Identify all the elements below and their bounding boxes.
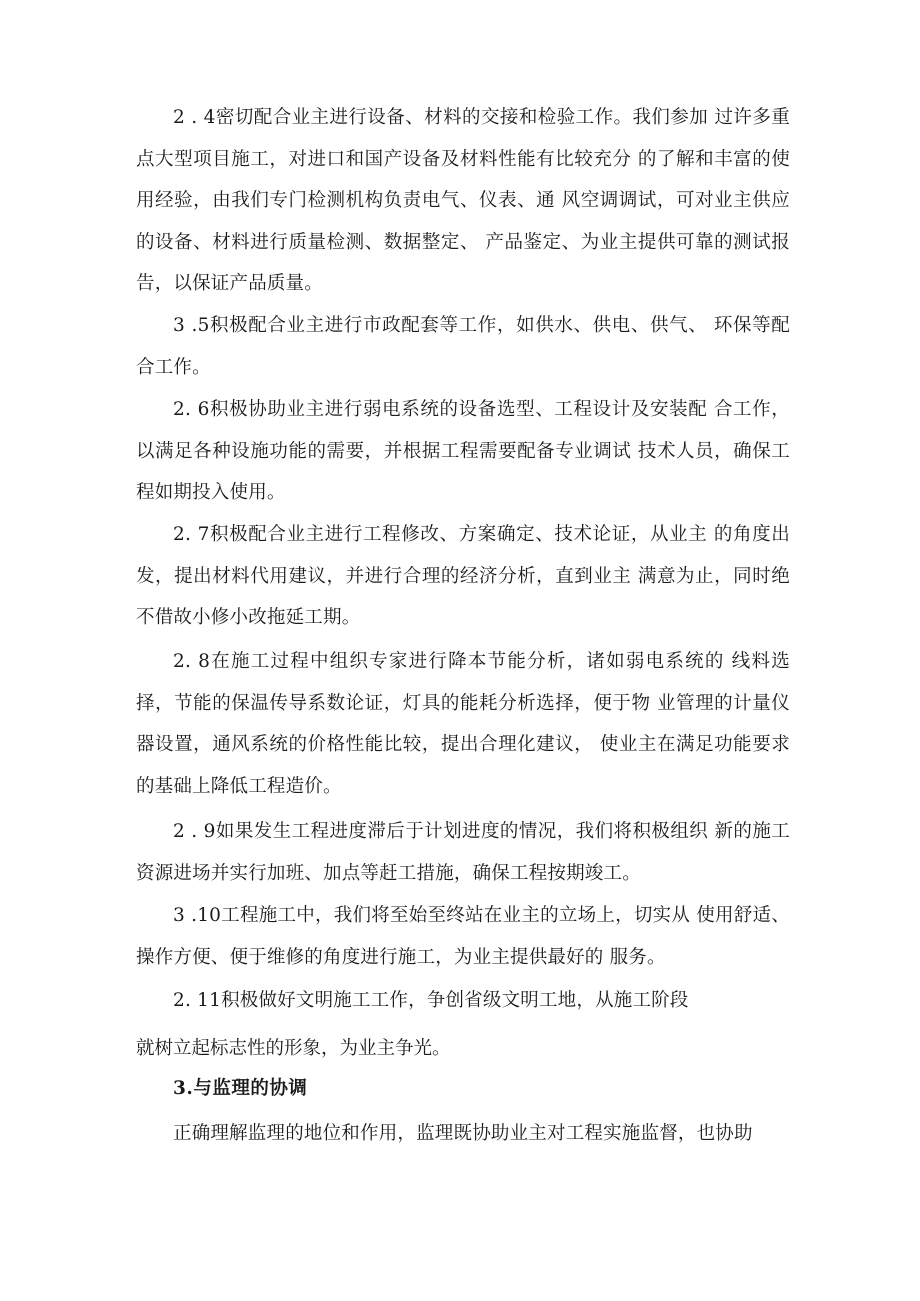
paragraph-2-6: 2. 6积极协助业主进行弱电系统的设备选型、工程设计及安装配 合工作，以满足各种设施功能的需要，并根据工程需要配备专业调试 技术人员，确保工程如期投入使用。 [136, 399, 790, 503]
paragraph-supervision: 正确理解监理的地位和作用，监理既协助业主对工程实施监督，也协助 [173, 1123, 753, 1144]
paragraph-2-11: 2. 11积极做好文明施工工作，争创省级文明工地，从施工阶段 [173, 990, 689, 1011]
paragraph-3-10: 3 .10工程施工中，我们将至始至终站在业主的立场上，切实从 使用舒适、操作方便、便于维修的角度进行施工，为业主提供最好的 服务。 [136, 905, 790, 968]
section-heading: 3.与监理的协调 [173, 1078, 308, 1099]
paragraph-continuation: 就树立起标志性的形象，为业主争光。 [136, 1038, 451, 1059]
paragraph-2-7: 2. 7积极配合业主进行工程修改、方案确定、技术论证，从业主 的角度出发，提出材料代用建议，并进行合理的经济分析，直到业主 满意为止，同时绝不借故小修小改拖延工期。 [136, 524, 790, 628]
paragraph-3-5: 3 .5积极配合业主进行市政配套等工作，如供水、供电、供气、 环保等配合工作。 [136, 315, 790, 378]
paragraph-2-4: 2 . 4密切配合业主进行设备、材料的交接和检验工作。我们参加 过许多重点大型项目施工，对进口和国产设备及材料性能有比较充分 的了解和丰富的使用经验，由我们专门检测机构负责电气、仪表、通 风空调调试，可对业主供应的设备、材料进行质量检测、数据整定、 产品鉴定、为业主提供可靠的测试报告，以保证产品质量。 [136, 107, 790, 294]
paragraph-2-8: 2. 8在施工过程中组织专家进行降本节能分析，诸如弱电系统的 线料选择，节能的保温传导系数论证，灯具的能耗分析选择，便于物 业管理的计量仪器设置，通风系统的价格性能比较，提出合理化建议， 使业主在满足功能要求的基础上降低工程造价。 [136, 651, 790, 797]
paragraph-2-9: 2 . 9如果发生工程进度滞后于计划进度的情况，我们将积极组织 新的施工资源进场并实行加班、加点等赶工措施，确保工程按期竣工。 [136, 821, 790, 884]
